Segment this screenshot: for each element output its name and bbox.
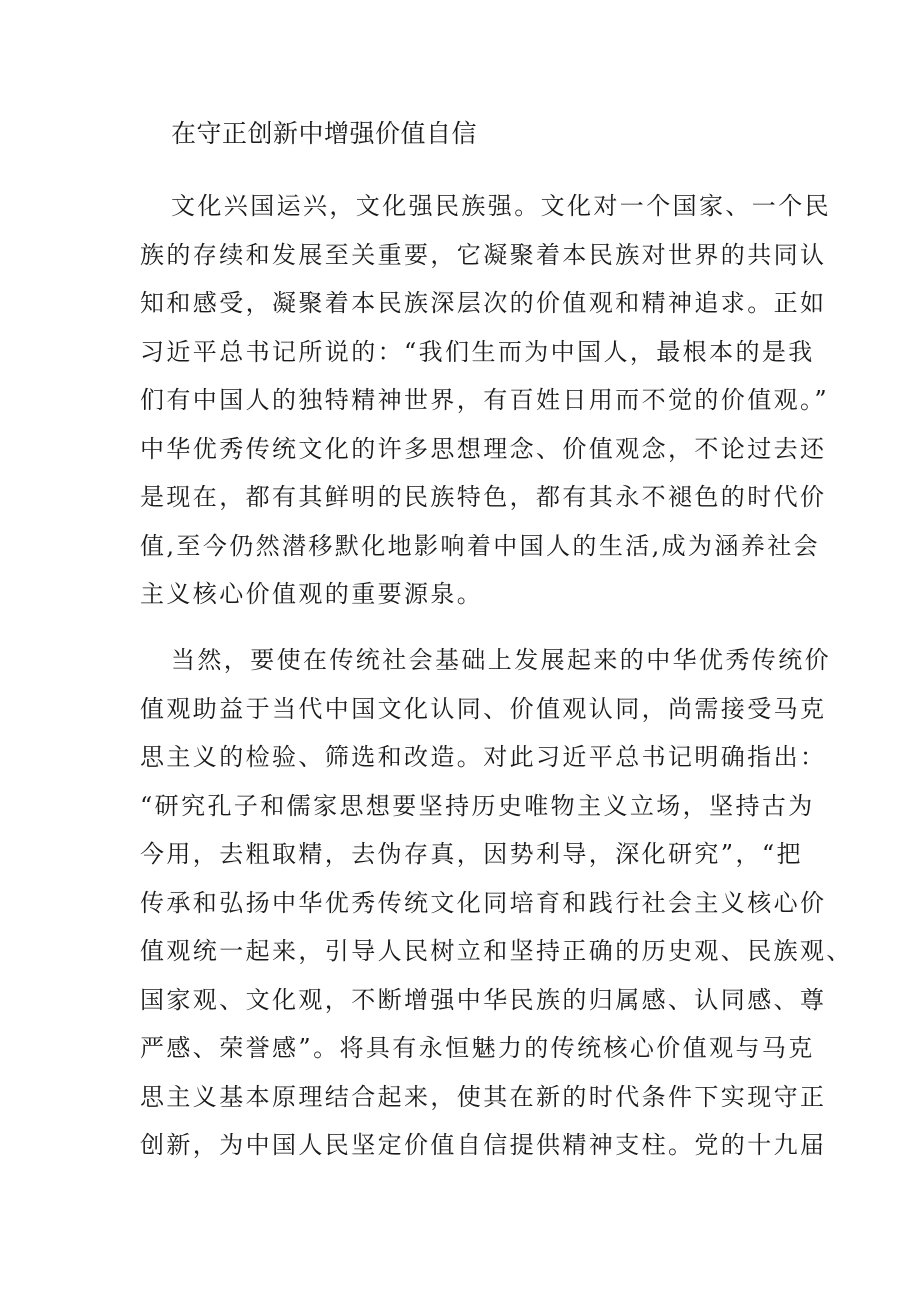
paragraph-line: 知和感受，凝聚着本民族深层次的价值观和精神追求。正如 bbox=[140, 289, 827, 317]
paragraph-line: “研究孔子和儒家思想要坚持历史唯物主义立场，坚持古为 bbox=[140, 791, 815, 820]
paragraph-line: 国家观、文化观，不断增强中华民族的归属感、认同感、尊 bbox=[140, 985, 827, 1014]
paragraph-line: 值,至今仍然潜移默化地影响着中国人的生活,成为涵养社会 bbox=[140, 531, 821, 560]
paragraph-line: 主义核心价值观的重要源泉。 bbox=[140, 580, 484, 608]
document-title: 在守正创新中增强价值自信 bbox=[171, 119, 478, 148]
paragraph-line: 当然，要使在传统社会基础上发展起来的中华优秀传统价 bbox=[171, 646, 831, 674]
paragraph-line: 们有中国人的独特精神世界，有百姓日用而不觉的价值观。” bbox=[140, 386, 830, 414]
paragraph-line: 值观助益于当代中国文化认同、价值观认同，尚需接受马克 bbox=[140, 694, 827, 723]
paragraph-line: 传承和弘扬中华优秀传统文化同培育和践行社会主义核心价 bbox=[140, 888, 827, 917]
paragraph-line: 今用，去粗取精，去伪存真，因势利导，深化研究”，“把 bbox=[140, 840, 803, 868]
paragraph-line: 严感、荣誉感”。将具有永恒魅力的传统核心价值观与马克 bbox=[140, 1034, 815, 1062]
paragraph-line: 创新，为中国人民坚定价值自信提供精神支柱。党的十九届 bbox=[140, 1131, 827, 1159]
paragraph-line: 文化兴国运兴，文化强民族强。文化对一个国家、一个民 bbox=[171, 192, 831, 220]
paragraph-1 bbox=[140, 182, 831, 619]
paragraph-line: 中华优秀传统文化的许多思想理念、价值观念，不论过去还 bbox=[140, 434, 827, 463]
paragraph-line: 族的存续和发展至关重要，它凝聚着本民族对世界的共同认 bbox=[140, 240, 827, 269]
paragraph-line: 是现在，都有其鲜明的民族特色，都有其永不褪色的时代价 bbox=[140, 483, 827, 511]
paragraph-line: 值观统一起来，引导人民树立和坚持正确的历史观、民族观、 bbox=[140, 937, 853, 965]
paragraph-line: 思主义的检验、筛选和改造。对此习近平总书记明确指出： bbox=[140, 743, 827, 771]
paragraph-2 bbox=[140, 636, 853, 1170]
paragraph-line: 思主义基本原理结合起来，使其在新的时代条件下实现守正 bbox=[140, 1082, 827, 1111]
paragraph-line: 习近平总书记所说的：“我们生而为中国人，最根本的是我 bbox=[140, 337, 815, 366]
